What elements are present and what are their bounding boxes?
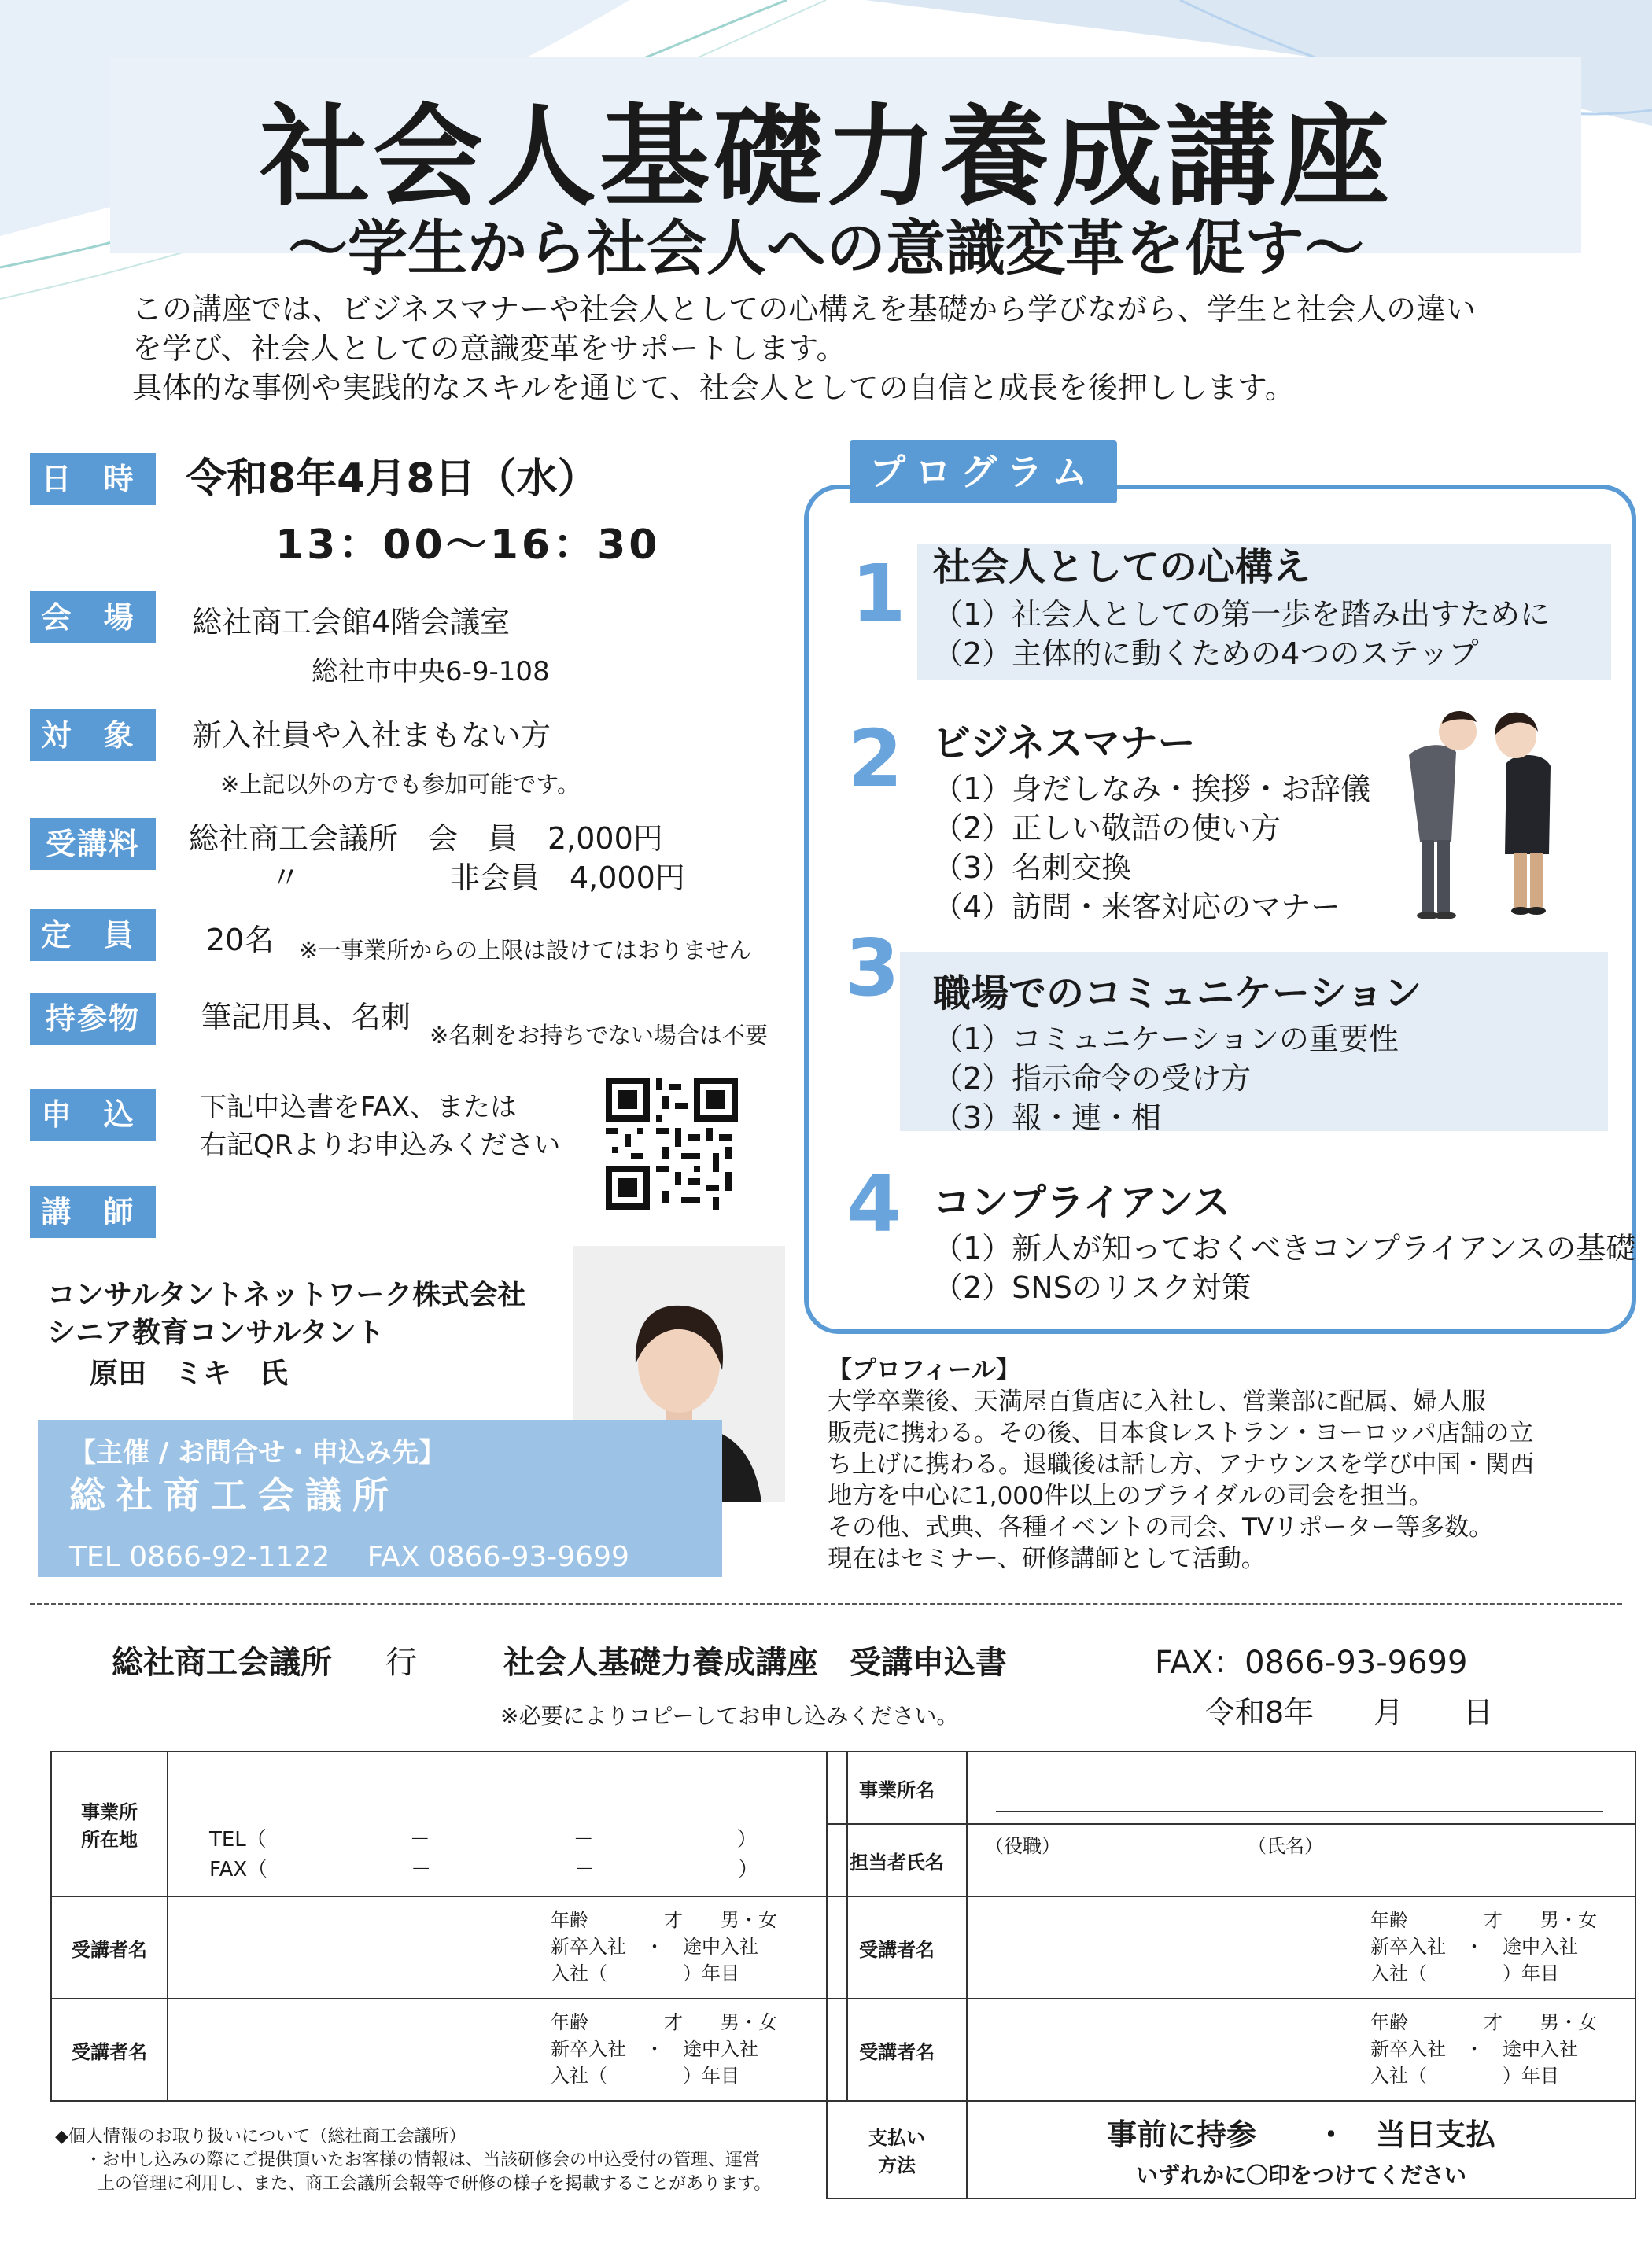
program-heading: ビジネスマナー xyxy=(933,721,1196,765)
profile-line: 大学卒業後、天満屋百貨店に入社し、営業部に配属、婦人服 xyxy=(828,1387,1486,1416)
contact-heading: 【主催 / お問合せ・申込み先】 xyxy=(69,1437,446,1469)
lecturer-profile xyxy=(828,1354,1638,1575)
date-label: 日 時 xyxy=(30,453,156,505)
program-number: 4 xyxy=(846,1158,902,1250)
payment-label: 支払い xyxy=(868,2127,925,2149)
bring-note: ※名刺をお持ちでない場合は不要 xyxy=(430,1022,769,1048)
intro-text xyxy=(132,289,1564,407)
form-table-left xyxy=(50,1751,848,2102)
hire-line: 新卒入社 ・ 途中入社 xyxy=(1370,2038,1578,2060)
form-recipient: 総社商工会議所 xyxy=(112,1645,332,1681)
fee-label: 受講料 xyxy=(30,818,156,870)
contact-name-cell[interactable] xyxy=(967,1824,1635,1896)
hire-line: 新卒入社 ・ 途中入社 xyxy=(551,2038,758,2060)
program-number: 2 xyxy=(848,713,903,805)
bring-label: 持参物 xyxy=(30,993,156,1045)
contact-tel-fax: TEL 0866-92-1122 FAX 0866-93-9699 xyxy=(69,1541,629,1573)
event-date: 令和8年4月8日（水） xyxy=(186,455,599,503)
program-item: （1）コミュニケーションの重要性 xyxy=(933,1022,1399,1056)
contact-box xyxy=(38,1420,722,1577)
venue-name: 総社商工会館4階会議室 xyxy=(192,605,511,639)
profile-line: 地方を中心に1,000件以上のブライダルの司会を担当。 xyxy=(828,1482,1433,1510)
privacy-heading: ◆個人情報のお取り扱いについて（総社商工会議所） xyxy=(55,2127,466,2147)
program-item: （1）身だしなみ・挨拶・お辞儀 xyxy=(933,772,1371,806)
venue-label: 会 場 xyxy=(30,591,156,643)
qr-code[interactable] xyxy=(606,1078,738,1210)
payment-label-cell xyxy=(827,2101,967,2198)
address-label: 事業所 xyxy=(81,1801,138,1823)
age-line: 年齢 才 男・女 xyxy=(551,1909,777,1931)
name-label: （氏名） xyxy=(1248,1835,1323,1857)
profile-line: 現在はセミナー、研修講師として活動。 xyxy=(828,1545,1266,1573)
lecturer-label: 講 師 xyxy=(30,1186,156,1238)
age-line: 年齢 才 男・女 xyxy=(1370,2011,1597,2033)
target-note: ※上記以外の方でも参加可能です。 xyxy=(220,771,580,798)
program-tag: プログラム xyxy=(850,440,1117,503)
attendee-label: 受講者名 xyxy=(827,1896,967,1999)
program-item: （3）報・連・相 xyxy=(933,1100,1162,1135)
form-copy-note: ※必要によりコピーしてお申し込みください。 xyxy=(500,1703,959,1729)
capacity-note: ※一事業所からの上限は設けてはおりません xyxy=(299,937,752,964)
address-cell[interactable] xyxy=(168,1752,847,1896)
capacity-value: 20名 xyxy=(206,923,275,957)
contact-org: 総社商工会議所 xyxy=(69,1474,400,1516)
payment-options[interactable]: 事前に持参 ・ 当日支払 xyxy=(1106,2117,1495,2152)
apply-line1: 下記申込書をFAX、または xyxy=(200,1092,517,1123)
fax-line: FAX（ － － ） xyxy=(209,1858,759,1881)
profile-line: その他、式典、各種イベントの司会、TVリポーター等多数。 xyxy=(828,1513,1494,1542)
attendee-label: 受講者名 xyxy=(51,1896,168,1999)
program-item: （2）指示命令の受け方 xyxy=(933,1061,1252,1096)
intro-line: 具体的な事例や実践的なスキルを通じて、社会人としての自信と成長を後押しします。 xyxy=(132,370,1295,405)
intro-line: を学び、社会人としての意識変革をサポートします。 xyxy=(132,331,846,366)
page-title: 社会人基礎力養成講座 xyxy=(259,94,1392,222)
payment-note: いずれかに〇印をつけてください xyxy=(1135,2161,1466,2188)
program-item: （4）訪問・来客対応のマナー xyxy=(933,890,1341,924)
lecturer-name: 原田 ミキ 氏 xyxy=(90,1358,289,1390)
venue-address: 総社市中央6-9-108 xyxy=(312,656,550,687)
program-item: （2）SNSのリスク対策 xyxy=(933,1270,1252,1305)
apply-line2: 右記QRよりお申込みください xyxy=(200,1130,561,1161)
apply-label: 申 込 xyxy=(30,1089,156,1141)
program-item: （2）正しい敬語の使い方 xyxy=(933,811,1281,846)
program-heading: コンプライアンス xyxy=(933,1181,1230,1225)
contact-name-label: 担当者氏名 xyxy=(827,1824,967,1896)
bowing-people-illustration xyxy=(1373,700,1569,928)
form-fax: FAX：0866-93-9699 xyxy=(1155,1645,1468,1681)
program-item: （1）社会人としての第一歩を踏み出すために xyxy=(933,597,1551,632)
profile-line: ち上げに携わる。退職後は話し方、アナウンスを学び中国・関西 xyxy=(828,1450,1535,1479)
position-label: （役職） xyxy=(985,1835,1060,1857)
event-time: 13：00～16：30 xyxy=(275,521,661,569)
fee-nonmember: 〃 非会員 4,000円 xyxy=(271,861,685,895)
age-line: 年齢 才 男・女 xyxy=(551,2011,777,2033)
page-subtitle: ～学生から社会人への意識変革を促す～ xyxy=(288,213,1364,283)
address-label-cell xyxy=(51,1752,168,1896)
form-recipient-suffix: 行 xyxy=(385,1645,417,1681)
target-text: 新入社員や入社まもない方 xyxy=(192,718,551,753)
program-number: 1 xyxy=(851,547,906,639)
address-label: 所在地 xyxy=(81,1829,138,1851)
bring-items: 筆記用具、名刺 xyxy=(201,1000,411,1034)
capacity-label: 定 員 xyxy=(30,909,156,961)
program-number: 3 xyxy=(845,922,900,1014)
program-heading: 社会人としての心構え xyxy=(933,545,1311,589)
target-label: 対 象 xyxy=(30,709,156,761)
hire-line: 新卒入社 ・ 途中入社 xyxy=(1370,1936,1578,1958)
program-item: （2）主体的に動くための4つのステップ xyxy=(933,636,1479,671)
year-line: 入社（ ）年目 xyxy=(551,1962,739,1985)
profile-line: 販売に携わる。その後、日本食レストラン・ヨーロッパ店舗の立 xyxy=(828,1419,1534,1447)
payment-cell[interactable] xyxy=(967,2101,1635,2198)
attendee-label: 受講者名 xyxy=(827,1999,967,2101)
business-name-cell[interactable] xyxy=(967,1752,1635,1824)
age-line: 年齢 才 男・女 xyxy=(1370,1909,1597,1931)
program-heading: 職場でのコミュニケーション xyxy=(933,971,1422,1015)
hire-line: 新卒入社 ・ 途中入社 xyxy=(551,1936,758,1958)
attendee-cell[interactable] xyxy=(168,1999,847,2101)
attendee-cell[interactable] xyxy=(967,1896,1635,1999)
lecturer-role: シニア教育コンサルタント xyxy=(47,1317,385,1349)
payment-label: 方法 xyxy=(878,2154,916,2176)
lecturer-company: コンサルタントネットワーク株式会社 xyxy=(47,1279,526,1311)
fee-member: 総社商工会議所 会 員 2,000円 xyxy=(189,821,663,856)
attendee-cell[interactable] xyxy=(967,1999,1635,2101)
privacy-line: ・お申し込みの際にご提供頂いたお客様の情報は、当該研修会の申込受付の管理、運営 xyxy=(85,2150,761,2170)
form-date: 令和8年 月 日 xyxy=(1205,1695,1494,1730)
business-name-label: 事業所名 xyxy=(827,1752,967,1824)
year-line: 入社（ ）年目 xyxy=(1370,1962,1559,1985)
year-line: 入社（ ）年目 xyxy=(1370,2065,1559,2087)
form-title: 社会人基礎力養成講座 受講申込書 xyxy=(503,1645,1007,1681)
program-item: （1）新人が知っておくべきコンプライアンスの基礎 xyxy=(933,1231,1636,1266)
year-line: 入社（ ）年目 xyxy=(551,2065,739,2087)
program-item: （3）名刺交換 xyxy=(933,850,1132,885)
business-name-underline xyxy=(996,1811,1603,1812)
attendee-cell[interactable] xyxy=(168,1896,847,1999)
privacy-line: 上の管理に利用し、また、商工会議所会報等で研修の様子を掲載することがあります。 xyxy=(98,2174,772,2194)
form-table-right xyxy=(826,1751,1636,2199)
attendee-label: 受講者名 xyxy=(51,1999,168,2101)
tel-line: TEL（ － － ） xyxy=(209,1828,758,1852)
privacy-notice xyxy=(55,2125,810,2196)
cut-line xyxy=(30,1603,1622,1605)
profile-heading: 【プロフィール】 xyxy=(828,1356,1020,1384)
intro-line: この講座では、ビジネスマナーや社会人としての心構えを基礎から学びながら、学生と社会人の違い xyxy=(132,292,1477,326)
